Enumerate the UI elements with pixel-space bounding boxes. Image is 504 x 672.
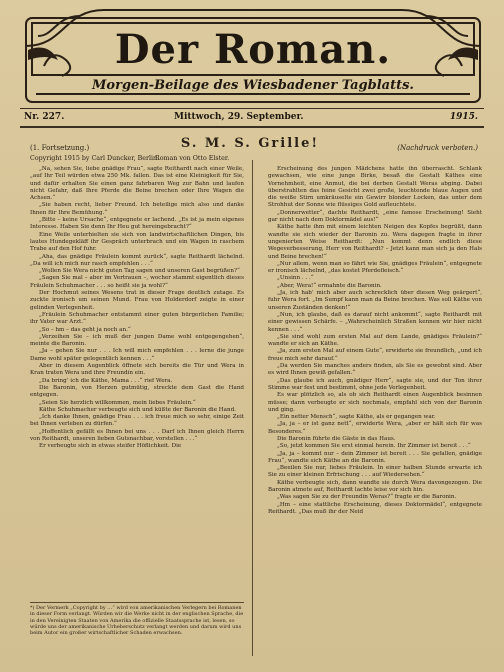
paragraph: Es war plötzlich so, als ob sich Reithardt einen Augenblick besinnen müsse; dann verbeugte er sich nochmals, empfahl sich von der Baronin und ging. <box>268 392 482 413</box>
paragraph: Käthe verbeugte sich, dann wandte sie durch Wera davongezogen. Die Baronin atmete auf, Reithardt lachte leise vor sich hin. <box>268 479 482 494</box>
paragraph: „Ja, zum ersten Mal auf einem Gute“, erwiderte sie freundlich, „und ich freue mich sehr darauf.“ <box>268 348 482 362</box>
paragraph: Erscheinung des jungen Mädchens hatte ihn überrascht. Schlank gewachsen, wie eine junge Birke, besaß die Gestalt Käthes eine Vornehmheit, eine Anmut, die bei derben Gestalt Weras abging. Dabei überstrahlten das feine Gesicht zwei große, leuchtende blaue Augen und die weiße Stirn umkräuselte ein Gewirr blonder Locken, das unter dem Strohhut der Sonne wie flüssiges Gold aufleuchtete. <box>268 166 482 209</box>
paragraph: „Fräulein Schuhmacher entstammt einer guten bürgerlichen Familie; ihr Vater war Arzt.“ <box>30 311 244 326</box>
column-divider <box>252 160 253 656</box>
top-rule <box>20 108 484 109</box>
paragraph: „Da bring’ ich die Käthe, Mama . . .“ rief Wera. <box>39 377 173 384</box>
paragraph: Aber in diesem Augenblick öffnete sich bereits die Tür und Wera in Kran traten Wera und ihre Freundin ein. <box>30 363 244 377</box>
reprint-note: (Nachdruck verboten.) <box>397 144 478 152</box>
paragraph: „So, jetzt kommen Sie erst einmal herein. Ihr Zimmer ist bereit . . .“ <box>277 443 471 450</box>
paragraph: „Ja, ja – kommt nur – dein Zimmer ist bereit . . . Sie gefallen, gnädige Frau“, wandte sich Käthe an die Baronin. <box>268 450 482 464</box>
paragraph: „Aha, das gnädige Fräulein kommt zurück“, sagte Reithardt lächelnd. „Da will ich mich nur rasch empfehlen . . .“ <box>30 253 244 267</box>
issue-year: 1915. <box>449 112 478 122</box>
paragraph: „Donnerwetter“, dachte Reithardt, „eine famose Erscheinung! Sieht gar nicht nach dem Doktormädel aus!“ <box>268 209 482 224</box>
paragraph: „Ja – gehen Sie nur . . . Ich will mich empfehlen . . . lerne die junge Dame wohl später gelegentlich kennen . . .“ <box>30 348 244 362</box>
paragraph: „Ein netter Mensch“, sagte Käthe, als er gegangen war. <box>277 414 436 421</box>
paragraph: Der Hochmut seines Wesens trat in dieser Frage deutlich zutage. Es zuckte ironisch um seinen Mund. Frau von Holderdorf zeigte in einer gelinden Verlegenheit. <box>30 290 244 311</box>
newspaper-subtitle: Morgen-Beilage des Wiesbadener Tagblatts. <box>92 78 414 93</box>
text-column-left <box>30 166 244 652</box>
issue-date: Mittwoch, 29. September. <box>174 112 304 122</box>
paragraph: „Ja, ja – er ist ganz nett“, erwiderte Wera, „aber er hält sich für was Besonderes.“ <box>268 421 482 435</box>
copyright-line: Copyright 1915 by Carl Duncker, Berlin. <box>30 155 160 162</box>
paragraph: „Seien Sie herzlich willkommen, mein liebes Fräulein.“ <box>39 399 196 406</box>
paragraph: „Hm – eine stattliche Erscheinung, dieses Doktormädel“, entgegnete Reithardt. „Das muß ihr der Neid <box>268 501 482 515</box>
paragraph: „Sagen Sie mal – aber im Vertrauen –, wocher stammt eigentlich dieses Fräulein Schuhmacher . . . so heißt sie ja wohl?“ <box>30 275 244 289</box>
paragraph: „Nun, ich glaube, daß es darauf nicht ankommt“, sagte Reithardt mit einer gewissen Schärfe. – „Wahrscheinlich Straßen kennen wir hier nicht kennen . . .“ <box>268 311 482 333</box>
paragraph: „Beeilen Sie nur, liebes Fräulein. In einer halben Stunde erwarte ich Sie zu einer kleinen Erfrischung . . . auf Wiedersehen.“ <box>268 465 482 479</box>
paragraph: „Sie sind wohl zum ersten Mal auf dem Lande, gnädiges Fräulein?“ wandte er sich an Käthe. <box>268 333 482 348</box>
paragraph: Käthe Schuhmacher verbeugte sich und küßte der Baronin die Hand. <box>39 406 236 413</box>
dateline <box>24 110 482 126</box>
footnote: *) Der Vermerk „Copyright by …“ wird von amerikanischen Verlegern bei Romanen in dieser Form verlangt. Würden wir die Werke nicht in der englischen Sprache, die in den Vereinigten Staaten von Amerika die offizielle Staatssprache ist, lesen, so würde uns der amerikanische Urheberschutz verlangt werden und darum wird uns beim Autor ein großer wirtschaftlicher Schaden erwachsen. <box>30 602 244 636</box>
paragraph: „Da werden Sie manches anders finden, als Sie es gewohnt sind. Aber es wird Ihnen gewiß gefallen.“ <box>268 363 482 377</box>
paragraph: „Na, sehen Sie, liebe gnädige Frau“, sagte Reithardt nach einer Weile, „auf Ihr Teil würden etwa 250 Mk. fallen. Das ist eine Kleinigkeit für Sie, und dafür erhalten Sie einen ganz fahrbaren Weg zur Bahn und laufen nicht Gefahr, daß Ihre Pferde die Beine brechen oder Ihre Wagen die Achsen.“ <box>30 166 244 202</box>
paragraph: Käthe hatte ihm mit einem leichten Neigen des Kopfes begrüßt, dann wandte sie sich wieder der Baronin zu. Wera dagegen fragte in ihrer ungenierten Weise Reithardt: „Nun kommt denn endlich diese Wegeverbesserung, Herr von Reithardt? – Jetzt kann man sich ja den Hals und Beine brechen!“ <box>268 224 482 260</box>
paragraph: „Aber, Wera!“ ermahnte die Baronin. <box>277 282 382 289</box>
author-line: Roman von Otto Elster. <box>155 155 230 162</box>
issue-number: Nr. 227. <box>24 112 65 122</box>
paragraph: Eine Weile unterhielten sie sich von landwirtschaftlichen Dingen, bis lautes Hundegekläff ihr Gespräch unterbrach und ein Wagen in raschem Trabe auf den Hof fuhr. <box>30 231 244 253</box>
paragraph: „Unsinn . . .“ <box>277 275 314 282</box>
paragraph: „Was sagen Sie zu der Freundin Weras?“ fragte er die Baronin. <box>277 494 457 501</box>
paragraph: „Ich danke Ihnen, gnädige Frau . . . ich freue mich so sehr, einige Zeit bei Ihnen verleben zu dürfen.“ <box>30 414 244 428</box>
paragraph: Die Baronin führte die Gäste in das Haus. <box>277 435 396 442</box>
paragraph: „Sie haben recht, lieber Freund. Ich beteilige mich also und danke Ihnen für Ihre Bemühung.“ <box>30 202 244 216</box>
paragraph: „Das glaube ich auch, gnädiger Herr“, sagte sie, und der Ton ihrer Stimme war fest und bestimmt, ohne jede Verlegenheit. <box>268 377 482 391</box>
paragraph: Die Baronin, von Herzen gutmütig, streckte dem Gast die Hand entgegen. <box>30 384 244 399</box>
text-column-right <box>268 166 482 652</box>
paragraph: „Wollen Sie Wera nicht guten Tag sagen und unseren Gast begrüßen?“ <box>39 268 240 275</box>
continuation-label: (1. Fortsetzung.) <box>30 144 90 152</box>
newspaper-title: Der Roman. <box>114 26 392 73</box>
masthead <box>24 6 482 106</box>
paragraph: „So – hm – das geht ja noch an.“ <box>39 326 131 333</box>
bottom-rule <box>20 126 484 128</box>
paragraph: „Ja, ich hab’ mich aber auch schrecklich über diesen Weg geärgert“, fuhr Wera fort. „Im Sumpf kann man da Beine brechen. Was soll Käthe von unseren Zuständen denken!“ <box>268 290 482 311</box>
paragraph: „Verzeihen Sie – ich muß der jungen Dame wohl entgegengehen“, meinte die Baronin. <box>30 333 244 348</box>
paragraph: „Nur allem, wenn man so fährt wie Sie, gnädiges Fräulein“, entgegnete er ironisch lächelnd, „das kostet Pferdefleisch.“ <box>268 260 482 275</box>
paragraph: „Bitte – keine Ursache“, entgegnete er lachend. „Es ist ja mein eigenes Interesse. Haben Sie denn Ihr Heu gut hereingebracht?“ <box>30 217 244 231</box>
paragraph: „Hoffentlich gefällt es Ihnen bei uns . . . Darf ich Ihnen gleich Herrn von Reithardt, unseren lieben Gutsnachbar, vorstellen . . .“ <box>30 428 244 442</box>
paragraph: Er verbeugte sich in etwas steifer Höflichkeit. Die <box>39 443 182 450</box>
story-title: S. M. S. Grille! <box>180 136 320 151</box>
